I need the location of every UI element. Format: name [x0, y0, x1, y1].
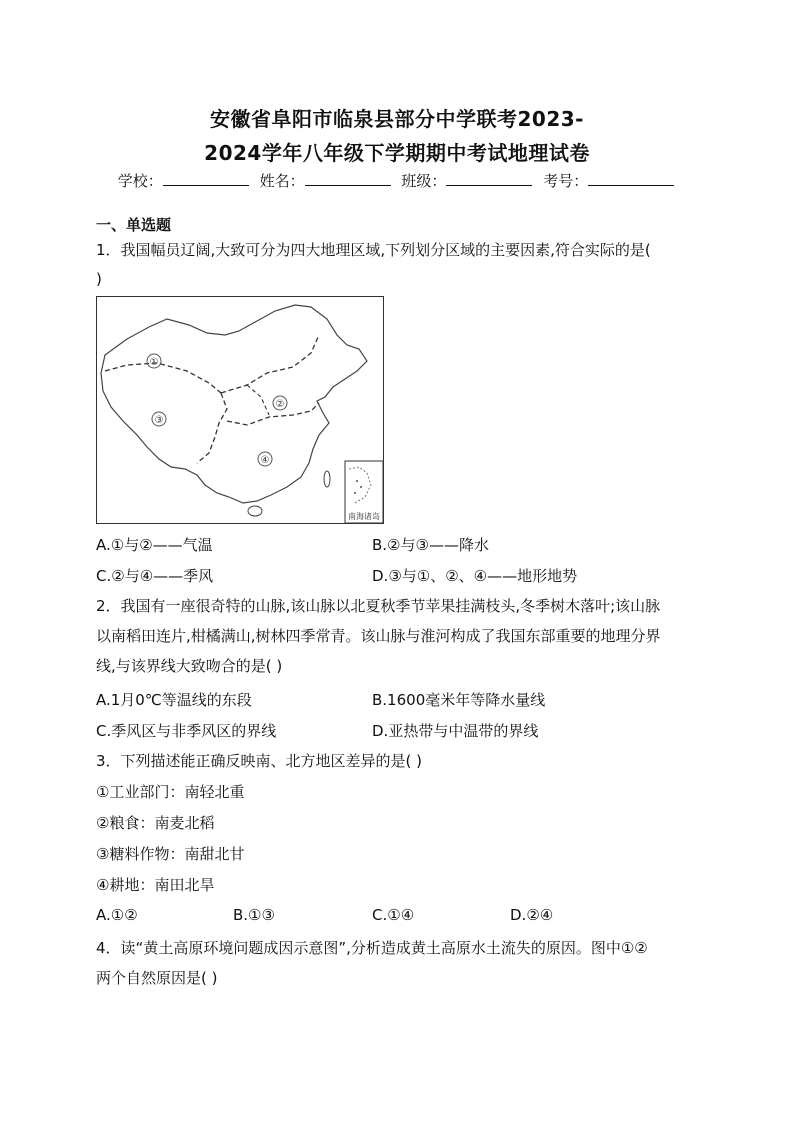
q1-stem-line2: ) [96, 270, 102, 288]
q1-option-c[interactable]: C.②与④——季风 [96, 567, 214, 585]
q3-statement-1: ①工业部门：南轻北重 [96, 783, 245, 801]
china-regions-map [96, 296, 384, 524]
boundary-qinling-huaihe [227, 403, 319, 425]
school-blank[interactable] [163, 171, 249, 186]
china-outline [101, 305, 367, 503]
class-label: 班级： [401, 172, 447, 190]
q2-stem-line2: 以南稻田连片,柑橘满山,树林四季常青。该山脉与淮河构成了我国东部重要的地理分界 [96, 627, 661, 645]
exam-number-label: 考号： [543, 172, 589, 190]
exam-title-line1: 安徽省阜阳市临泉县部分中学联考2023- [210, 107, 584, 131]
q2-option-b[interactable]: B.1600毫米年等降水量线 [372, 691, 546, 709]
q2-option-c[interactable]: C.季风区与非季风区的界线 [96, 722, 277, 740]
q4-stem-line1: 4．读“黄土高原环境问题成因示意图”,分析造成黄土高原水土流失的原因。图中①② [96, 939, 648, 957]
q1-option-b[interactable]: B.②与③——降水 [372, 536, 489, 554]
exam-title-line2: 2024学年八年级下学期期中考试地理试卷 [204, 141, 590, 165]
student-info-row [0, 170, 794, 191]
name-blank[interactable] [305, 171, 391, 186]
q1-option-a[interactable]: A.①与②——气温 [96, 536, 213, 554]
region-4-label: ④ [260, 455, 270, 466]
inset-label: 南海诸岛 [348, 512, 380, 521]
q1-stem-line1: 1．我国幅员辽阔,大致可分为四大地理区域,下列划分区域的主要因素,符合实际的是( [96, 241, 651, 259]
q2-option-d[interactable]: D.亚热带与中温带的界线 [372, 722, 539, 740]
q3-option-b[interactable]: B.①③ [233, 906, 275, 924]
q3-option-c[interactable]: C.①④ [372, 906, 415, 924]
class-blank[interactable] [446, 171, 532, 186]
q3-stem: 3．下列描述能正确反映南、北方地区差异的是( ) [96, 752, 423, 770]
region-2-label: ② [275, 399, 285, 410]
q4-stem-line2: 两个自然原因是( ) [96, 969, 218, 987]
q3-statement-4: ④耕地：南田北旱 [96, 876, 215, 894]
q3-statement-2: ②粮食：南麦北稻 [96, 814, 215, 832]
section-title: 一、单选题 [96, 216, 172, 234]
hainan-island [248, 506, 262, 516]
q2-option-a[interactable]: A.1月0℃等温线的东段 [96, 691, 252, 709]
exam-number-field [543, 172, 676, 190]
boundary-north-northeast [221, 335, 319, 393]
q2-stem-line3: 线,与该界线大致吻合的是( ) [96, 657, 283, 675]
taiwan-island [324, 471, 330, 487]
school-field [118, 172, 251, 190]
school-label: 学校： [117, 172, 163, 190]
name-field [260, 172, 393, 190]
q1-option-d[interactable]: D.③与①、②、④——地形地势 [372, 567, 578, 585]
q3-statement-3: ③糖料作物：南甜北甘 [96, 845, 245, 863]
boundary-northwest [105, 363, 221, 393]
exam-number-blank[interactable] [588, 171, 674, 186]
class-field [401, 172, 534, 190]
boundary-inner [247, 385, 269, 415]
region-3-label: ③ [154, 415, 164, 426]
q3-option-a[interactable]: A.①② [96, 906, 138, 924]
region-1-label: ① [149, 357, 159, 368]
q3-option-d[interactable]: D.②④ [510, 906, 554, 924]
boundary-qinghai-tibet [197, 393, 227, 463]
china-map-svg [97, 297, 383, 523]
name-label: 姓名： [259, 172, 305, 190]
q2-stem-line1: 2．我国有一座很奇特的山脉,该山脉以北夏秋季节苹果挂满枝头,冬季树木落叶;该山脉 [96, 597, 661, 615]
